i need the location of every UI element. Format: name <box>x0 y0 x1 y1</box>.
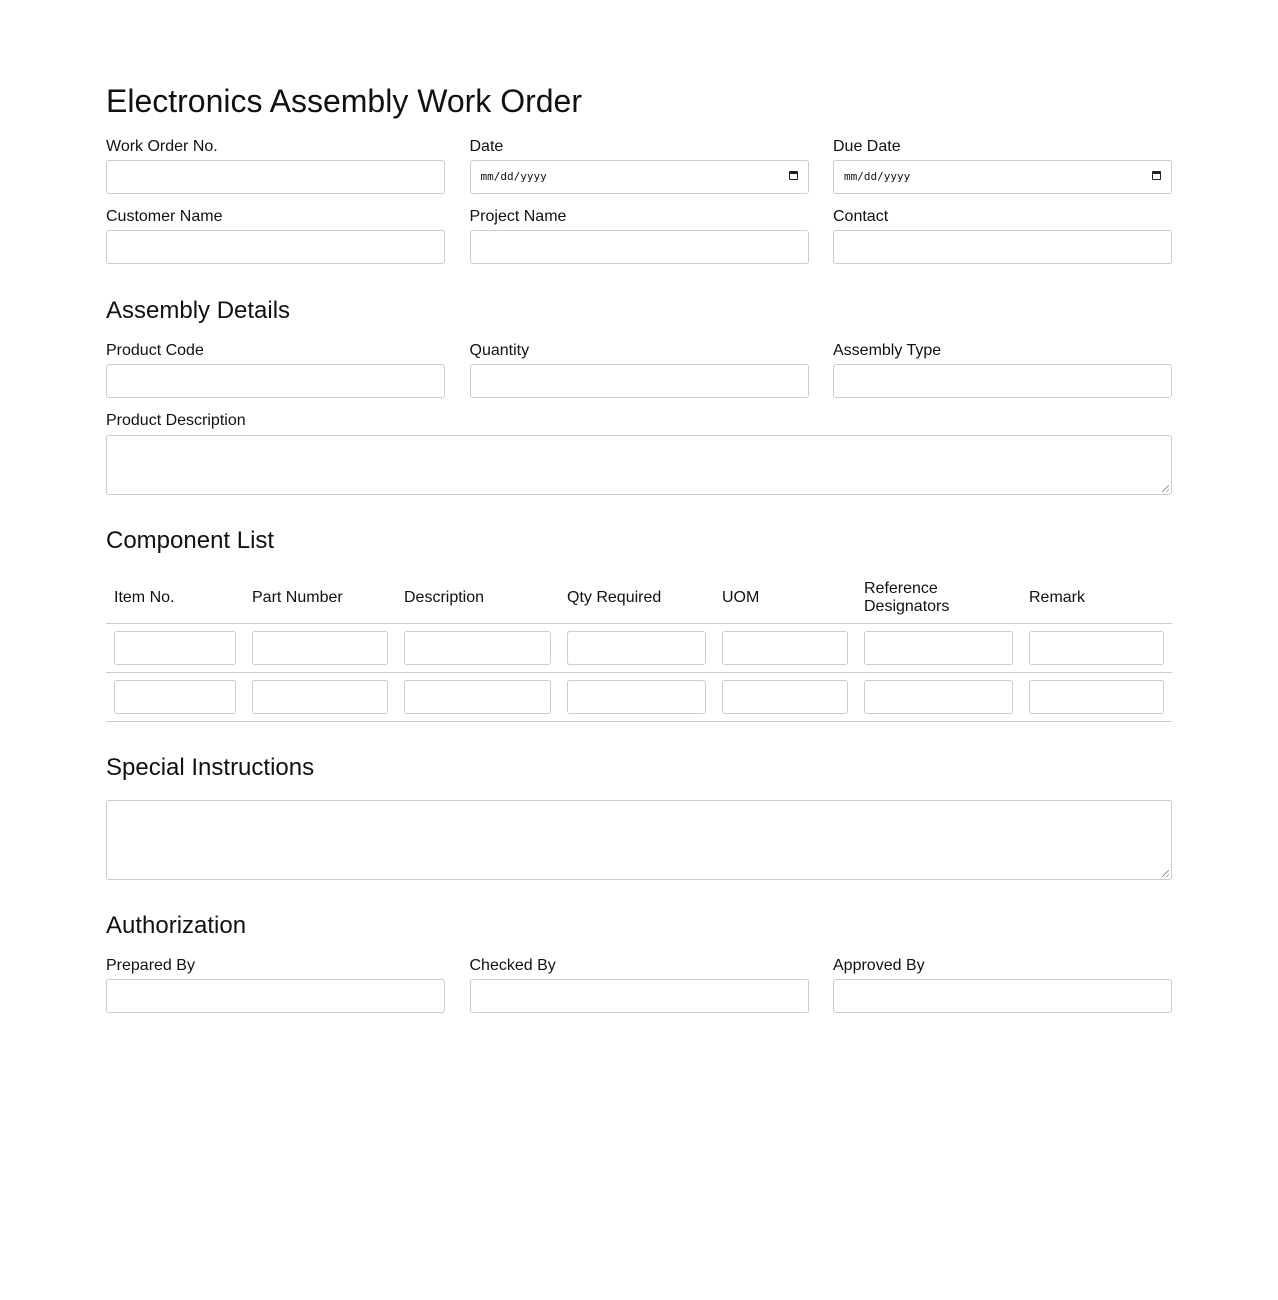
due-date-input[interactable] <box>833 160 1172 194</box>
project-name-input[interactable] <box>470 230 809 264</box>
col-qty-required: Qty Required <box>559 572 714 624</box>
quantity-input[interactable] <box>470 364 809 398</box>
assembly-type-field <box>833 342 1172 398</box>
header-row-2 <box>106 208 1172 264</box>
col-uom: UOM <box>714 572 856 624</box>
quantity-field <box>470 342 809 398</box>
table-row <box>106 624 1172 673</box>
checked-by-field <box>470 957 809 1013</box>
approved-by-input[interactable] <box>833 979 1172 1013</box>
work-order-no-input[interactable] <box>106 160 445 194</box>
page-title: Electronics Assembly Work Order <box>106 83 582 119</box>
uom-input[interactable] <box>722 631 848 665</box>
col-item-no: Item No. <box>106 572 244 624</box>
due-date-placeholder: mm/dd/yyyy <box>844 170 911 183</box>
table-row <box>106 673 1172 722</box>
qty-required-input[interactable] <box>567 631 706 665</box>
component-table <box>106 572 1172 722</box>
authorization-heading: Authorization <box>106 912 247 939</box>
col-description: Description <box>396 572 559 624</box>
quantity-label: Quantity <box>469 342 530 359</box>
date-placeholder: mm/dd/yyyy <box>480 170 547 183</box>
product-description-textarea[interactable] <box>106 435 1172 495</box>
prepared-by-input[interactable] <box>106 979 445 1013</box>
assembly-row <box>106 342 1172 398</box>
product-code-input[interactable] <box>106 364 445 398</box>
component-list-heading: Component List <box>106 527 275 554</box>
approved-by-label: Approved By <box>833 957 925 974</box>
item-no-input[interactable] <box>114 631 236 665</box>
due-date-label: Due Date <box>833 138 901 155</box>
checked-by-label: Checked By <box>469 957 556 974</box>
work-order-no-field <box>106 138 445 194</box>
contact-field <box>833 208 1172 264</box>
reference-designators-input[interactable] <box>864 680 1013 714</box>
date-input[interactable] <box>470 160 809 194</box>
approved-by-field <box>833 957 1172 1013</box>
special-instructions-textarea[interactable] <box>106 800 1172 880</box>
due-date-field <box>833 138 1172 194</box>
part-number-input[interactable] <box>252 680 388 714</box>
part-number-input[interactable] <box>252 631 388 665</box>
contact-input[interactable] <box>833 230 1172 264</box>
calendar-icon[interactable] <box>789 171 798 180</box>
product-description-field <box>106 412 246 434</box>
table-header-row <box>106 572 1172 624</box>
resize-handle-icon[interactable] <box>1162 485 1169 492</box>
col-remark: Remark <box>1021 572 1172 624</box>
assembly-details-heading: Assembly Details <box>106 297 291 324</box>
col-reference-designators: Reference Designators <box>856 572 1021 624</box>
qty-required-input[interactable] <box>567 680 706 714</box>
work-order-no-label: Work Order No. <box>106 138 218 155</box>
resize-handle-icon[interactable] <box>1162 870 1169 877</box>
assembly-type-label: Assembly Type <box>833 342 942 359</box>
description-input[interactable] <box>404 680 551 714</box>
remark-input[interactable] <box>1029 631 1164 665</box>
description-input[interactable] <box>404 631 551 665</box>
uom-input[interactable] <box>722 680 848 714</box>
prepared-by-field <box>106 957 445 1013</box>
calendar-icon[interactable] <box>1152 171 1161 180</box>
customer-name-label: Customer Name <box>106 208 223 225</box>
prepared-by-label: Prepared By <box>106 957 195 974</box>
date-label: Date <box>469 138 504 155</box>
checked-by-input[interactable] <box>470 979 809 1013</box>
header-row-1 <box>106 138 1172 194</box>
authorization-row <box>106 957 1172 1013</box>
contact-label: Contact <box>833 208 889 225</box>
special-instructions-heading: Special Instructions <box>106 754 315 781</box>
project-name-field <box>470 208 809 264</box>
remark-input[interactable] <box>1029 680 1164 714</box>
reference-designators-input[interactable] <box>864 631 1013 665</box>
project-name-label: Project Name <box>469 208 567 225</box>
date-field <box>470 138 809 194</box>
customer-name-field <box>106 208 445 264</box>
col-part-number: Part Number <box>244 572 396 624</box>
product-code-field <box>106 342 445 398</box>
assembly-type-input[interactable] <box>833 364 1172 398</box>
item-no-input[interactable] <box>114 680 236 714</box>
product-description-label: Product Description <box>106 412 246 429</box>
product-code-label: Product Code <box>106 342 204 359</box>
customer-name-input[interactable] <box>106 230 445 264</box>
